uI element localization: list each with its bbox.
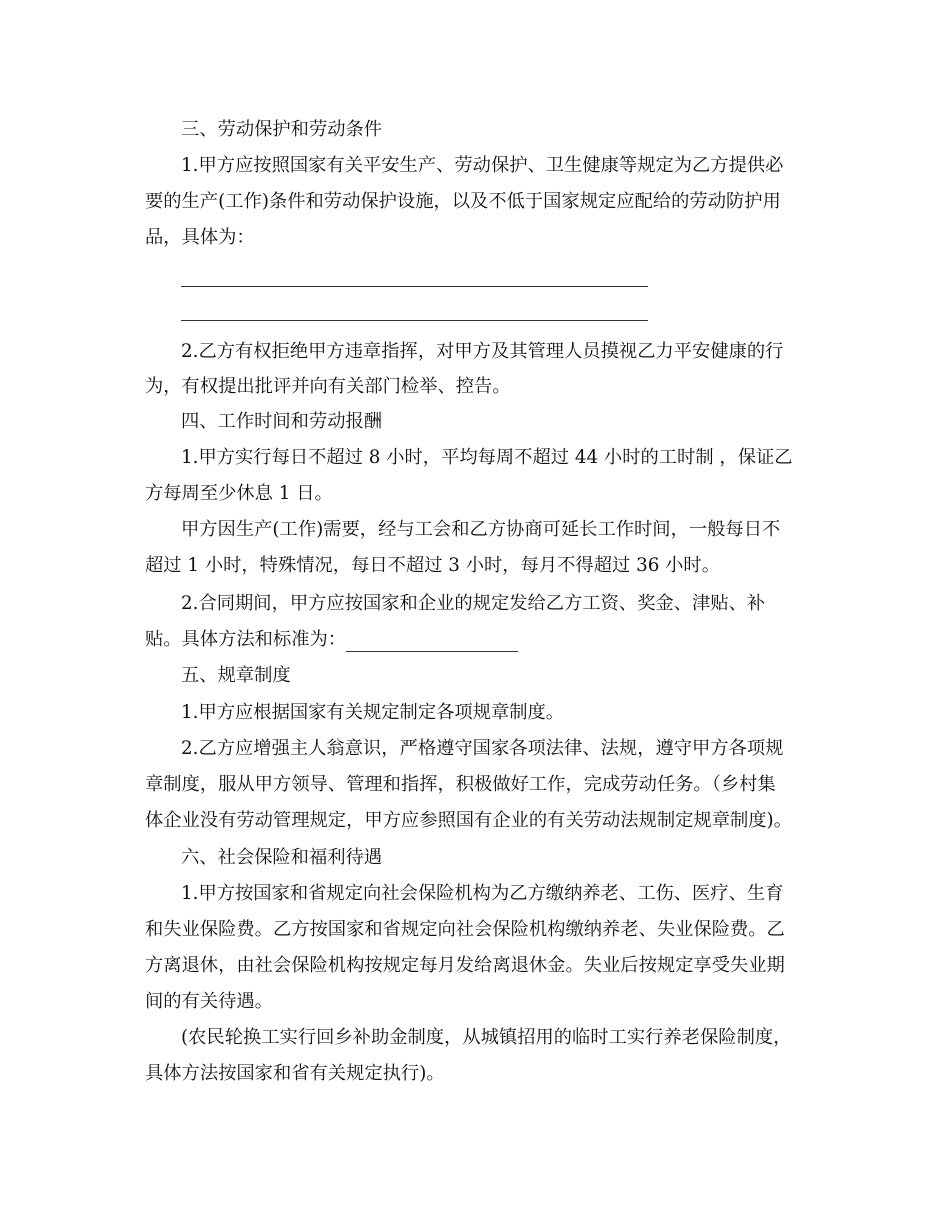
section-3-heading: 三、劳动保护和劳动条件 bbox=[181, 119, 383, 140]
standard-fill-in-blank bbox=[346, 633, 518, 652]
section-4-item-2-line-2 bbox=[145, 628, 518, 652]
section-4-item-2-line-1: 2.合同期间，甲方应按国家和企业的规定发给乙方工资、奖金、津贴、补 bbox=[181, 593, 766, 614]
section-6-heading: 六、社会保险和福利待遇 bbox=[181, 847, 383, 868]
section-4-para-line-2: 超过 1 小时，特殊情况，每日不超过 3 小时，每月不得超过 36 小时。 bbox=[145, 555, 720, 576]
section-5-item-2-line-2: 章制度，服从甲方领导、管理和指挥，积极做好工作，完成劳动任务。（乡村集 bbox=[145, 774, 776, 795]
fill-in-blank-line-2 bbox=[181, 320, 648, 321]
section-3-item-1-line-3: 品，具体为： bbox=[145, 227, 255, 248]
section-3-item-2-line-1: 2.乙方有权拒绝甲方违章指挥，对甲方及其管理人员摸视乙力平安健康的行 bbox=[181, 341, 784, 362]
section-5-heading: 五、规章制度 bbox=[181, 665, 291, 686]
section-5-item-2-line-1: 2.乙方应增强主人翁意识，严格遵守国家各项法律、法规，遵守甲方各项规 bbox=[181, 738, 784, 759]
section-4-item-2-line-2-text: 贴。具体方法和标准为： bbox=[145, 629, 347, 650]
section-3-item-1-line-2: 要的生产(工作)条件和劳动保护设施，以及不低于国家规定应配给的劳动防护用 bbox=[145, 191, 781, 212]
section-6-item-1-line-2: 和失业保险费。乙方按国家和省规定向社会保险机构缴纳养老、失业保险费。乙 bbox=[145, 919, 785, 940]
section-6-item-1-line-1: 1.甲方按国家和省规定向社会保险机构为乙方缴纳养老、工伤、医疗、生育 bbox=[181, 883, 784, 904]
section-3-item-1-line-1: 1.甲方应按照国家有关平安生产、劳动保护、卫生健康等规定为乙方提供必 bbox=[181, 155, 784, 176]
section-4-item-1-line-2: 方每周至少休息 1 日。 bbox=[145, 483, 333, 504]
section-5-item-1: 1.甲方应根据国家有关规定制定各项规章制度。 bbox=[181, 702, 565, 723]
section-6-item-1-line-3: 方离退休，由社会保险机构按规定每月发给离退休金。失业后按规定享受失业期 bbox=[145, 955, 785, 976]
fill-in-blank-line-1 bbox=[181, 286, 648, 287]
section-4-heading: 四、工作时间和劳动报酬 bbox=[181, 411, 383, 432]
section-3-item-2-line-2: 为，有权提出批评并向有关部门检举、控告。 bbox=[145, 376, 511, 397]
section-4-item-1-line-1: 1.甲方实行每日不超过 8 小时，平均每周不超过 44 小时的工时制 ，保证乙 bbox=[181, 447, 793, 468]
section-6-note-line-2: 具体方法按国家和省有关规定执行)。 bbox=[145, 1063, 445, 1084]
section-5-item-2-line-3: 体企业没有劳动管理规定，甲方应参照国有企业的有关劳动法规制定规章制度)。 bbox=[145, 810, 792, 831]
section-6-note-line-1: (农民轮换工实行回乡补助金制度，从城镇招用的临时工实行养老保险制度， bbox=[181, 1027, 792, 1048]
section-4-para-line-1: 甲方因生产(工作)需要，经与工会和乙方协商可延长工作时间，一般每日不 bbox=[181, 519, 781, 540]
section-6-item-1-line-4: 间的有关待遇。 bbox=[145, 991, 273, 1012]
